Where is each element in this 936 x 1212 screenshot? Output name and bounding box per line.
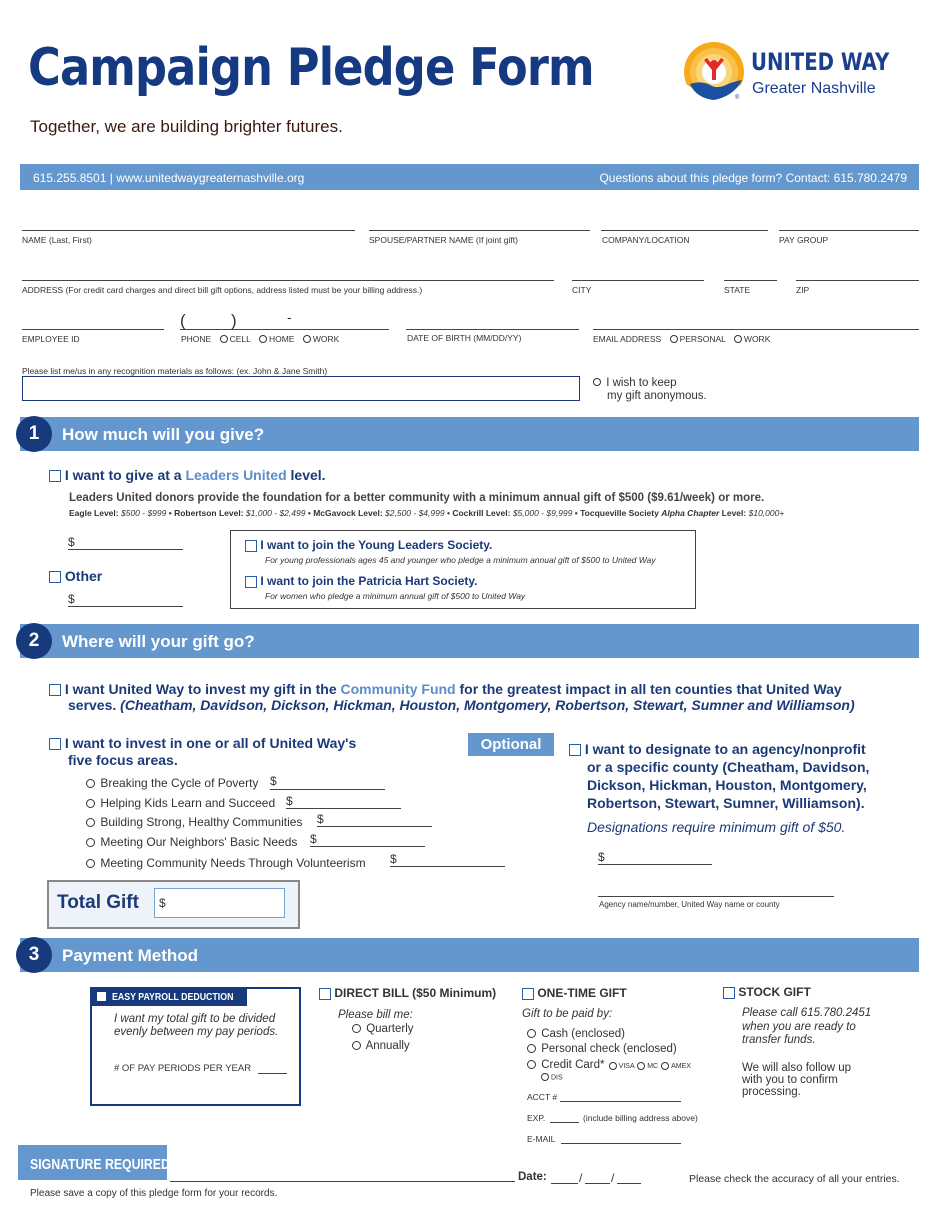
anonymous-option[interactable] — [593, 377, 707, 403]
focus-area-item[interactable] — [86, 856, 366, 870]
optional-badge: Optional — [468, 733, 554, 756]
community-fund-checkbox[interactable] — [49, 684, 61, 696]
level-name-italic: Alpha Chapter — [661, 508, 720, 518]
other-option[interactable] — [49, 568, 102, 584]
young-leaders-label: I want to join the Young Leaders Society. — [260, 538, 493, 552]
designate-text: Robertson, Stewart, Sumner, Williamson). — [587, 795, 865, 811]
leaders-united-checkbox[interactable] — [49, 470, 61, 482]
stock-gift-option[interactable] — [723, 985, 811, 999]
section-1-title: How much will you give? — [62, 425, 265, 444]
focus-dollar: $ — [317, 812, 324, 826]
city-field[interactable] — [572, 280, 704, 281]
email-label: EMAIL ADDRESS — [593, 334, 662, 344]
pay-group-field[interactable] — [779, 230, 919, 231]
section-3-number: 3 — [16, 937, 52, 973]
check-radio[interactable] — [527, 1044, 536, 1053]
level-name: McGavock Level: — [313, 508, 383, 518]
logo-text-greater-nashville: Greater Nashville — [752, 80, 876, 97]
acct-label: ACCT # — [527, 1092, 558, 1102]
focus-area-item[interactable] — [86, 835, 297, 849]
cell-radio[interactable] — [220, 335, 228, 343]
other-amount-field[interactable] — [68, 606, 183, 607]
work-label: WORK — [312, 334, 340, 344]
focus-dollar: $ — [310, 832, 317, 846]
level-sep: • — [307, 508, 311, 518]
name-field[interactable] — [22, 230, 355, 231]
agency-name-label: Agency name/number, United Way name or county — [599, 900, 780, 909]
cash-radio[interactable] — [527, 1029, 536, 1038]
zip-label: ZIP — [796, 285, 810, 295]
recognition-input[interactable] — [22, 376, 580, 401]
other-dollar-sign: $ — [68, 592, 75, 606]
logo-text-united-way: UNITED WAY — [751, 48, 890, 76]
direct-bill-checkbox[interactable] — [319, 988, 331, 1000]
focus-area-item[interactable] — [86, 776, 258, 790]
patricia-hart-option[interactable] — [245, 574, 478, 588]
phone-dash: - — [287, 309, 292, 325]
leaders-dollar-sign: $ — [68, 535, 75, 549]
level-sep: • — [574, 508, 578, 518]
level-range: $2,500 - $4,999 — [385, 508, 445, 518]
cash-label: Cash (enclosed) — [541, 1028, 625, 1040]
email-personal-radio[interactable] — [670, 335, 678, 343]
direct-bill-option[interactable] — [319, 986, 496, 1000]
name-label: NAME (Last, First) — [22, 235, 92, 245]
annually-option[interactable] — [352, 1040, 410, 1052]
level-range: $500 - $999 — [120, 508, 167, 518]
dis-label: DIS — [551, 1074, 563, 1082]
signature-required-label: SIGNATURE REQUIRED: — [30, 1156, 174, 1173]
date-label: Date: — [518, 1171, 547, 1183]
focus-amount-field[interactable] — [310, 846, 425, 847]
pay-group-label: PAY GROUP — [779, 235, 829, 245]
patricia-hart-desc: For women who pledge a minimum annual gift of $500 to United Way — [265, 591, 526, 601]
mc-radio[interactable] — [637, 1062, 645, 1070]
email-pay-field[interactable] — [561, 1143, 681, 1144]
amex-label: AMEX — [671, 1063, 691, 1070]
check-option[interactable] — [527, 1043, 677, 1055]
anonymous-radio[interactable] — [593, 378, 601, 386]
dis-radio[interactable] — [541, 1073, 549, 1081]
leaders-united-option[interactable] — [49, 467, 326, 483]
exp-note: (include billing address above) — [583, 1113, 698, 1123]
focus-amount-field[interactable] — [286, 808, 401, 809]
state-field[interactable] — [724, 280, 777, 281]
focus-area-label: Helping Kids Learn and Succeed — [100, 796, 276, 810]
easy-payroll-desc — [114, 1013, 278, 1039]
signature-required-badge — [18, 1145, 174, 1180]
date-day-field[interactable] — [585, 1183, 610, 1184]
phone-type-options — [181, 334, 339, 344]
level-sep: • — [168, 508, 172, 518]
email-type-options — [593, 334, 770, 344]
dob-field[interactable] — [406, 329, 579, 330]
stock-follow-up — [742, 1062, 851, 1098]
focus-amount-field[interactable] — [317, 826, 432, 827]
one-time-gift-label: ONE-TIME GIFT — [537, 986, 627, 1000]
patricia-hart-checkbox[interactable] — [245, 576, 257, 588]
focus-area-item[interactable] — [86, 815, 302, 829]
credit-card-radio[interactable] — [527, 1060, 536, 1069]
designation-minimum-note: Designations require minimum gift of $50. — [587, 819, 846, 835]
pay-periods-field[interactable] — [258, 1073, 287, 1074]
phone-label: PHONE — [181, 334, 212, 344]
email-pay-label: E-MAIL — [527, 1134, 556, 1144]
counties-list: (Cheatham, Davidson, Dickson, Hickman, Houston, Montgomery, Robertson, Stewart, Sumner and Williamson) — [120, 697, 855, 713]
home-radio[interactable] — [259, 335, 267, 343]
mc-label: MC — [647, 1063, 659, 1070]
section-3-title: Payment Method — [62, 946, 199, 965]
exp-field[interactable] — [550, 1122, 579, 1123]
section-1-header — [20, 417, 919, 451]
level-range: $1,000 - $2,499 — [245, 508, 306, 518]
easy-payroll-label: EASY PAYROLL DEDUCTION — [112, 992, 234, 1003]
exp-label: EXP. — [527, 1113, 546, 1123]
stock-gift-desc — [742, 1007, 871, 1048]
spouse-field[interactable] — [369, 230, 590, 231]
city-label: CITY — [572, 285, 592, 295]
focus-area-radio[interactable] — [86, 859, 95, 868]
community-fund-link[interactable]: Community Fund — [340, 681, 456, 697]
community-fund-option[interactable] — [49, 681, 842, 697]
stock-desc-line: transfer funds. — [742, 1034, 816, 1046]
one-time-gift-option[interactable] — [522, 986, 627, 1000]
cell-label: CELL — [229, 334, 251, 344]
leaders-united-link[interactable]: Leaders United — [185, 467, 287, 483]
focus-area-label: Meeting Community Needs Through Volunteerism — [100, 856, 366, 870]
section-2-title: Where will your gift go? — [62, 632, 255, 651]
date-sep: / — [611, 1171, 615, 1185]
focus-area-label: Meeting Our Neighbors' Basic Needs — [100, 835, 298, 849]
stock-gift-label: STOCK GIFT — [738, 985, 811, 999]
email-field[interactable] — [593, 329, 919, 330]
quarterly-label: Quarterly — [366, 1023, 414, 1035]
focus-area-radio[interactable] — [86, 799, 95, 808]
accuracy-note: Please check the accuracy of all your entries. — [689, 1173, 900, 1185]
signature-field[interactable] — [170, 1181, 515, 1182]
level-name: Eagle Level: — [69, 508, 119, 518]
visa-radio[interactable] — [609, 1062, 617, 1070]
level-range: $5,000 - $9,999 — [512, 508, 573, 518]
total-gift-dollar: $ — [159, 896, 166, 910]
designate-text: I want to designate to an agency/nonprofit — [584, 741, 866, 757]
level-name-post: Level: — [719, 508, 747, 518]
focus-area-label: Breaking the Cycle of Poverty — [100, 776, 259, 790]
focus-areas-text-1: I want to invest in one or all of United Way's — [64, 735, 357, 751]
community-post: for the greatest impact in all ten counties that United Way — [455, 681, 842, 697]
leaders-post: level. — [286, 467, 326, 483]
designate-dollar: $ — [598, 850, 605, 864]
level-sep: • — [446, 508, 450, 518]
focus-area-radio[interactable] — [86, 818, 95, 827]
spouse-label: SPOUSE/PARTNER NAME (If joint gift) — [369, 235, 518, 245]
one-time-gift-checkbox[interactable] — [522, 988, 534, 1000]
stock-follow-line: with you to confirm — [742, 1074, 838, 1086]
stock-desc-line: when you are ready to — [742, 1020, 856, 1033]
community-line-2 — [68, 697, 855, 713]
leaders-levels — [69, 508, 784, 518]
section-3-header — [20, 938, 919, 972]
email-work-radio[interactable] — [734, 335, 742, 343]
designate-amount-field[interactable] — [598, 864, 712, 865]
credit-card-label: Credit Card* — [541, 1059, 605, 1071]
stock-gift-checkbox[interactable] — [723, 987, 735, 999]
info-bar — [20, 164, 919, 190]
paid-by-label: Gift to be paid by: — [522, 1008, 613, 1020]
agency-name-field[interactable] — [598, 896, 834, 897]
focus-amount-field[interactable] — [390, 866, 505, 867]
zip-field[interactable] — [796, 280, 919, 281]
stock-follow-line: processing. — [742, 1086, 801, 1098]
personal-label: PERSONAL — [679, 334, 726, 344]
stock-desc-line: Please call 615.780.2451 — [742, 1007, 872, 1019]
focus-area-label: Building Strong, Healthy Communities — [100, 815, 303, 829]
leaders-pre: I want to give at a — [64, 467, 186, 483]
pay-periods-label: # OF PAY PERIODS PER YEAR — [114, 1063, 252, 1074]
total-gift-label: Total Gift — [57, 892, 139, 913]
date-year-field[interactable] — [617, 1183, 641, 1184]
email-work-label: WORK — [743, 334, 771, 344]
focus-dollar: $ — [270, 774, 277, 788]
easy-desc-line: evenly between my pay periods. — [114, 1026, 279, 1038]
community-pre: I want United Way to invest my gift in the — [64, 681, 341, 697]
designate-text: Dickson, Hickman, Houston, Montgomery, — [587, 777, 867, 793]
credit-card-option[interactable] — [527, 1059, 691, 1071]
designate-option[interactable] — [569, 740, 869, 812]
dis-option[interactable] — [541, 1073, 563, 1082]
leaders-amount-field[interactable] — [68, 549, 183, 550]
check-label: Personal check (enclosed) — [541, 1043, 677, 1055]
focus-areas-option[interactable] — [49, 735, 356, 769]
address-label: ADDRESS (For credit card charges and direct bill gift options, address listed must be your billing address.) — [22, 285, 423, 295]
anonymous-text-2: my gift anonymous. — [607, 390, 707, 402]
easy-payroll-checkbox[interactable] — [97, 992, 106, 1001]
quarterly-option[interactable] — [352, 1023, 414, 1035]
dob-label: DATE OF BIRTH (MM/DD/YY) — [407, 333, 522, 343]
focus-dollar: $ — [390, 852, 397, 866]
bill-me-label: Please bill me: — [338, 1009, 413, 1021]
contact-info: 615.255.8501 | www.unitedwaygreaternashville.org — [33, 171, 305, 185]
direct-bill-label: DIRECT BILL ($50 Minimum) — [334, 986, 497, 1000]
section-2-number: 2 — [16, 623, 52, 659]
focus-areas-text-2: five focus areas. — [68, 752, 178, 768]
company-field[interactable] — [601, 230, 768, 231]
level-name: Robertson Level: — [174, 508, 244, 518]
cash-option[interactable] — [527, 1028, 625, 1040]
leaders-description: Leaders United donors provide the foundation for a better community with a minimum annual gift of $500 ($9.61/week) or more. — [69, 492, 765, 504]
level-name: Cockrill Level: — [452, 508, 511, 518]
questions-contact: Questions about this pledge form? Contact: 615.780.2479 — [599, 171, 907, 185]
other-label: Other — [64, 568, 103, 584]
focus-areas-checkbox[interactable] — [49, 738, 61, 750]
date-month-field[interactable] — [551, 1183, 578, 1184]
employee-id-label: EMPLOYEE ID — [22, 334, 80, 344]
easy-desc-line: I want my total gift to be divided — [114, 1013, 276, 1025]
young-leaders-option[interactable] — [245, 538, 492, 552]
patricia-hart-label: I want to join the Patricia Hart Society. — [260, 574, 478, 588]
page-title: Campaign Pledge Form — [28, 38, 594, 98]
amex-radio[interactable] — [661, 1062, 669, 1070]
section-1-number: 1 — [16, 416, 52, 452]
community-serves: serves. — [68, 697, 121, 713]
phone-field[interactable] — [180, 329, 389, 330]
focus-area-item[interactable] — [86, 796, 275, 810]
young-leaders-checkbox[interactable] — [245, 540, 257, 552]
annually-label: Annually — [365, 1040, 410, 1052]
tagline: Together, we are building brighter futures. — [30, 117, 343, 136]
focus-amount-field[interactable] — [270, 789, 385, 790]
state-label: STATE — [724, 285, 751, 295]
other-checkbox[interactable] — [49, 571, 61, 583]
total-gift-input[interactable] — [154, 888, 285, 918]
focus-area-radio[interactable] — [86, 838, 95, 847]
young-leaders-desc: For young professionals ages 45 and younger who pledge a minimum annual gift of $500 to United Way — [265, 555, 656, 565]
designate-text: or a specific county (Cheatham, Davidson, — [587, 759, 870, 775]
acct-field[interactable] — [560, 1101, 681, 1102]
anonymous-text-1: I wish to keep — [606, 377, 677, 389]
recognition-label: Please list me/us in any recognition materials as follows: (ex. John & Jane Smith) — [22, 366, 328, 376]
save-copy-note: Please save a copy of this pledge form for your records. — [30, 1188, 278, 1199]
phone-close-paren: ) — [231, 311, 237, 330]
quarterly-radio[interactable] — [352, 1024, 361, 1033]
company-label: COMPANY/LOCATION — [602, 235, 690, 245]
date-sep: / — [579, 1171, 583, 1185]
level-range: $10,000+ — [748, 508, 785, 518]
easy-payroll-header[interactable] — [92, 989, 247, 1006]
address-field[interactable] — [22, 280, 554, 281]
designate-checkbox[interactable] — [569, 744, 581, 756]
level-name: Tocqueville Society — [580, 508, 662, 518]
phone-open-paren: ( — [180, 311, 186, 330]
stock-follow-line: We will also follow up — [742, 1062, 852, 1074]
section-2-header — [20, 624, 919, 658]
work-radio[interactable] — [303, 335, 311, 343]
focus-dollar: $ — [286, 794, 293, 808]
annually-radio[interactable] — [352, 1041, 361, 1050]
home-label: HOME — [268, 334, 295, 344]
employee-id-field[interactable] — [22, 329, 164, 330]
registered-mark: ® — [735, 95, 740, 101]
focus-area-radio[interactable] — [86, 779, 95, 788]
visa-label: VISA — [618, 1063, 635, 1070]
